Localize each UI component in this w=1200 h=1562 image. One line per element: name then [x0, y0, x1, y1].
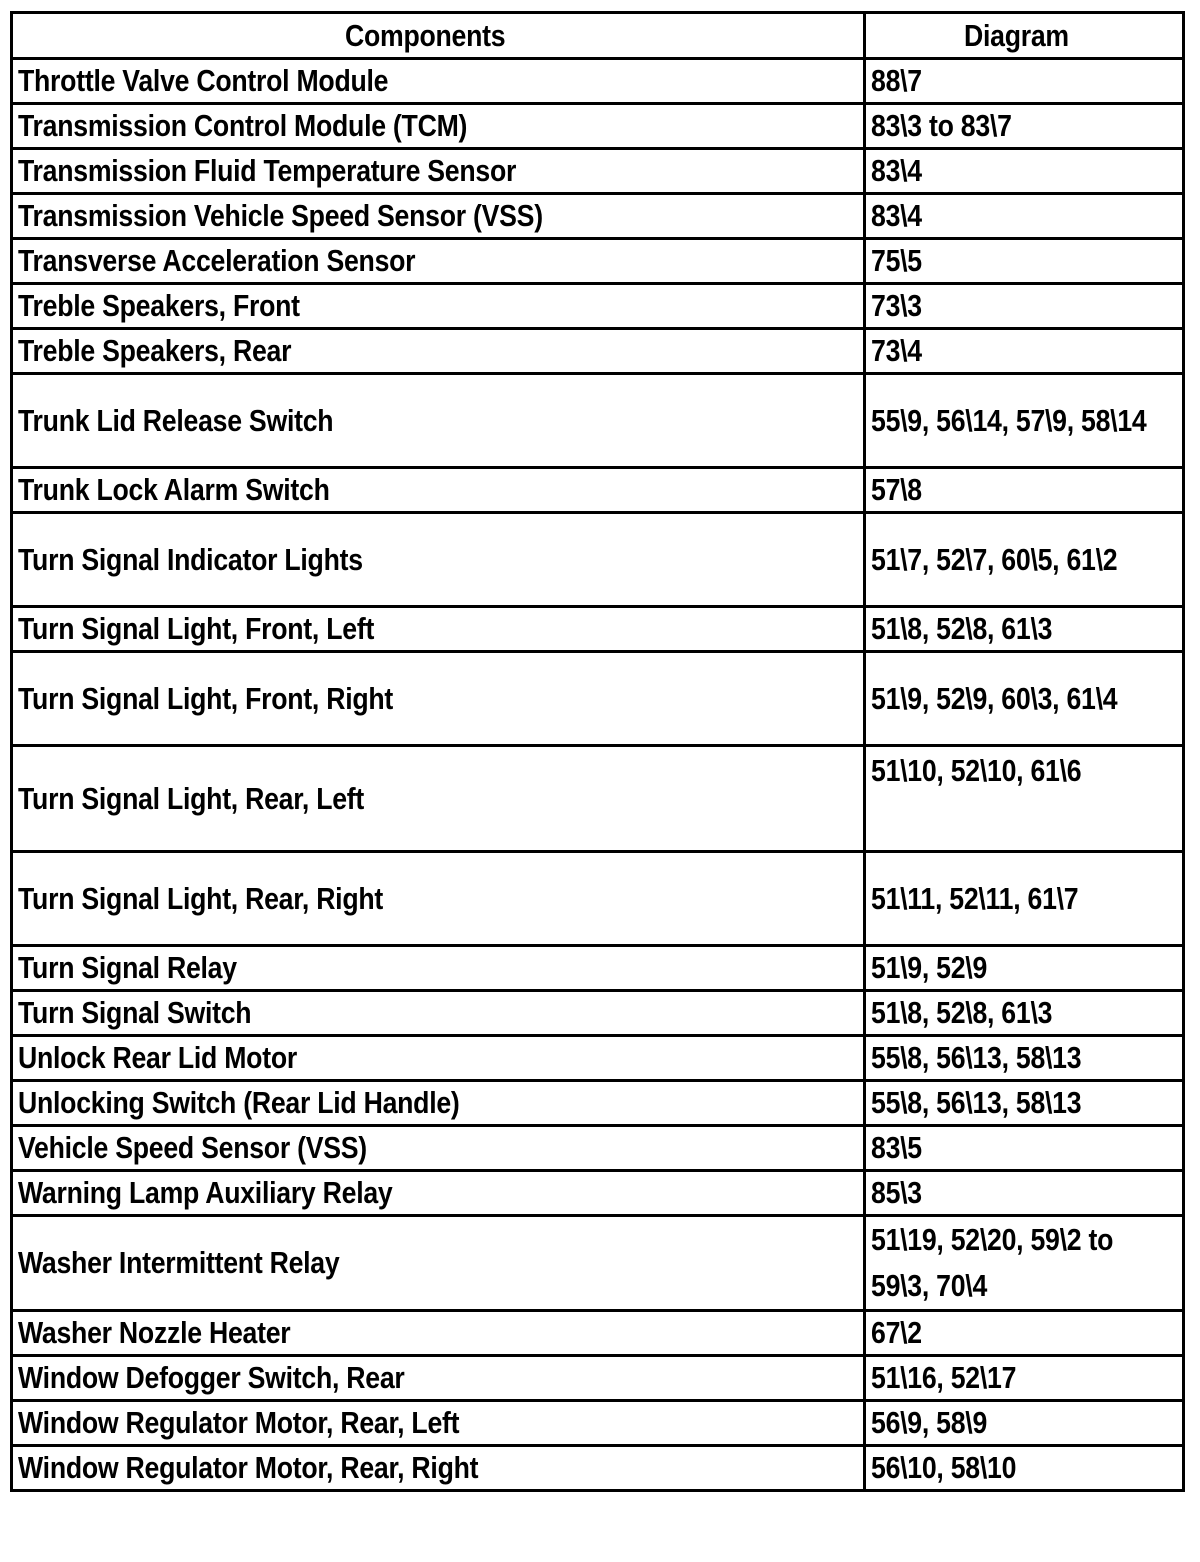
table-row — [12, 1126, 1184, 1171]
table-row — [12, 59, 1184, 104]
diagram-cell: 51\8, 52\8, 61\3 — [865, 991, 1184, 1036]
table-row — [12, 1216, 1184, 1311]
component-cell: Washer Nozzle Heater — [12, 1311, 865, 1356]
component-cell: Transmission Vehicle Speed Sensor (VSS) — [12, 194, 865, 239]
table-row — [12, 1401, 1184, 1446]
component-cell: Turn Signal Light, Front, Right — [12, 652, 865, 746]
header-row — [12, 13, 1184, 59]
table-row — [12, 468, 1184, 513]
diagram-cell: 51\10, 52\10, 61\6 — [865, 746, 1184, 852]
diagram-cell: 73\4 — [865, 329, 1184, 374]
diagram-cell: 83\3 to 83\7 — [865, 104, 1184, 149]
component-cell: Turn Signal Switch — [12, 991, 865, 1036]
component-cell: Turn Signal Light, Rear, Right — [12, 852, 865, 946]
table-row — [12, 194, 1184, 239]
component-cell: Turn Signal Light, Front, Left — [12, 607, 865, 652]
table-row — [12, 1036, 1184, 1081]
diagram-cell: 51\9, 52\9, 60\3, 61\4 — [865, 652, 1184, 746]
component-cell: Vehicle Speed Sensor (VSS) — [12, 1126, 865, 1171]
diagram-cell: 51\11, 52\11, 61\7 — [865, 852, 1184, 946]
components-diagram-table — [10, 11, 1185, 1492]
table-row — [12, 1311, 1184, 1356]
component-cell: Treble Speakers, Rear — [12, 329, 865, 374]
diagram-cell: 55\8, 56\13, 58\13 — [865, 1036, 1184, 1081]
table-row — [12, 852, 1184, 946]
component-cell: Window Regulator Motor, Rear, Left — [12, 1401, 865, 1446]
diagram-cell: 83\4 — [865, 194, 1184, 239]
diagram-cell: 51\7, 52\7, 60\5, 61\2 — [865, 513, 1184, 607]
component-cell: Transverse Acceleration Sensor — [12, 239, 865, 284]
component-cell: Transmission Control Module (TCM) — [12, 104, 865, 149]
table-row — [12, 991, 1184, 1036]
table-row — [12, 607, 1184, 652]
component-cell: Turn Signal Indicator Lights — [12, 513, 865, 607]
table-row — [12, 149, 1184, 194]
diagram-cell: 57\8 — [865, 468, 1184, 513]
diagram-cell: 85\3 — [865, 1171, 1184, 1216]
diagram-cell: 75\5 — [865, 239, 1184, 284]
component-cell: Window Regulator Motor, Rear, Right — [12, 1446, 865, 1491]
component-cell: Turn Signal Relay — [12, 946, 865, 991]
diagram-cell: 55\8, 56\13, 58\13 — [865, 1081, 1184, 1126]
diagram-cell: 51\16, 52\17 — [865, 1356, 1184, 1401]
component-cell: Transmission Fluid Temperature Sensor — [12, 149, 865, 194]
diagram-cell: 51\8, 52\8, 61\3 — [865, 607, 1184, 652]
table-row — [12, 1446, 1184, 1491]
component-cell: Unlock Rear Lid Motor — [12, 1036, 865, 1081]
component-cell: Turn Signal Light, Rear, Left — [12, 746, 865, 852]
table-row — [12, 239, 1184, 284]
component-cell: Trunk Lid Release Switch — [12, 374, 865, 468]
table-row — [12, 284, 1184, 329]
component-cell: Throttle Valve Control Module — [12, 59, 865, 104]
component-cell: Treble Speakers, Front — [12, 284, 865, 329]
header-components: Components — [12, 13, 865, 59]
table-row — [12, 513, 1184, 607]
table-row — [12, 652, 1184, 746]
diagram-cell: 56\9, 58\9 — [865, 1401, 1184, 1446]
diagram-cell: 83\5 — [865, 1126, 1184, 1171]
table-row — [12, 329, 1184, 374]
component-cell: Unlocking Switch (Rear Lid Handle) — [12, 1081, 865, 1126]
diagram-cell: 51\9, 52\9 — [865, 946, 1184, 991]
table-row — [12, 1081, 1184, 1126]
component-cell: Warning Lamp Auxiliary Relay — [12, 1171, 865, 1216]
diagram-cell: 55\9, 56\14, 57\9, 58\14 — [865, 374, 1184, 468]
table-row — [12, 746, 1184, 852]
diagram-cell: 73\3 — [865, 284, 1184, 329]
diagram-cell: 83\4 — [865, 149, 1184, 194]
table-row — [12, 1171, 1184, 1216]
table-row — [12, 374, 1184, 468]
component-cell: Trunk Lock Alarm Switch — [12, 468, 865, 513]
diagram-cell: 56\10, 58\10 — [865, 1446, 1184, 1491]
table-row — [12, 946, 1184, 991]
table-row — [12, 104, 1184, 149]
header-diagram: Diagram — [865, 13, 1184, 59]
diagram-cell: 51\19, 52\20, 59\2 to 59\3, 70\4 — [865, 1216, 1184, 1311]
diagram-cell: 88\7 — [865, 59, 1184, 104]
component-cell: Window Defogger Switch, Rear — [12, 1356, 865, 1401]
diagram-cell: 67\2 — [865, 1311, 1184, 1356]
component-cell: Washer Intermittent Relay — [12, 1216, 865, 1311]
table-row — [12, 1356, 1184, 1401]
